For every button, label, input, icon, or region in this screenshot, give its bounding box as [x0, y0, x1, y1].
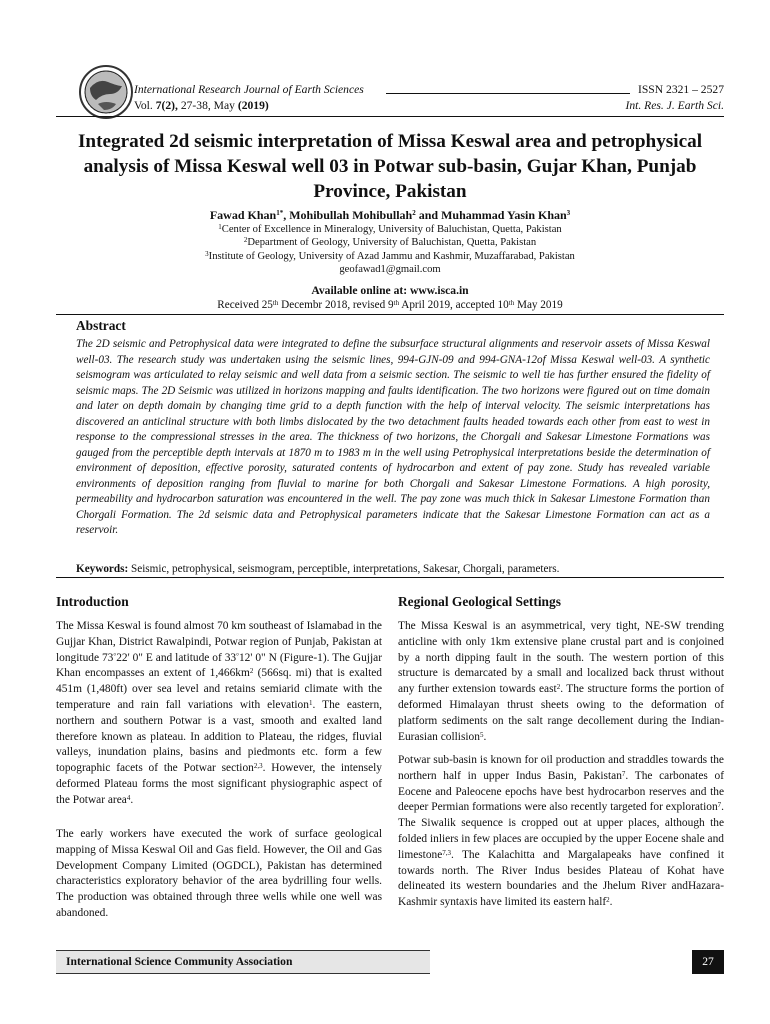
abstract-text: The 2D seismic and Petrophysical data were integrated to define the subsurface structural alignments and reservoir assets of Missa Keswal well-03. The research study was undertaken using the seismic lines, 994-GJN-09 and 994-GNA-12of Missa Keswal well-03. A synthetic seismogram was articulated to relay seismic and well data from a seismic section. The seismic to well tie has further ensured the fidelity of seismic maps. The 2D Seismic was utilized in horizons mapping and faults identification. The two horizons were figured out on time domain and later on depth domain by changing time grid to a depth function with the help of interval velocity. The seismic interpretations has discovered an anticlinal structure with both limbs dislocated by the two detachment faults headed towards each other from east to west in response to the compressional stresses in the area. The thickness of two horizons, the Chorgali and Sakesar Limestone Formations was gauged from the perceptible depth intervals at 1870 m to 1983 m in the well using Petrophysical interpretations beside the determination of environment of deposition, effective porosity, saturated contents of hydrocarbon and extent of pay zone. Study has revealed variable environments of deposition ranging from fluvial to marine for both Chorgali and Sakesar Limestone Formations. A high porosity, permeability and hydrocarbon saturation was encountered in the well. The pay zone was much thick in Sakesar Limestone Formation than Chorgali Formation. The 2d seismic data and Petrophysical parameters indicate that the Sakesar Limestone Formation can act as a reservoir. [76, 338, 710, 536]
abstract-heading: Abstract [76, 318, 126, 333]
keywords: Keywords: Seismic, petrophysical, seismogram, perceptible, interpretations, Sakesar, Chorgali, parameters. [76, 563, 560, 575]
regional-heading: Regional Geological Settings [398, 594, 561, 609]
header-divider [56, 116, 724, 117]
journal-header [134, 82, 364, 114]
intro-paragraph-2: The early workers have executed the work of surface geological mapping of Missa Keswal Oil and Gas field. However, the Oil and Gas Development Company Limited (OGDCL), Pakistan has determined characteristics exploratory behavior of the area bydrilling four wells. The production was obtained through three wells while one well was abandoned. [56, 828, 382, 919]
paper-title: Integrated 2d seismic interpretation of Missa Keswal area and petrophysical analysis of Missa Keswal well 03 in Potwar sub-basin, Gujar Khan, Punjab Province, Pakistan [77, 131, 703, 202]
available-online[interactable]: Available online at: www.isca.in [311, 284, 469, 297]
issn-block [625, 82, 724, 114]
header-rule [386, 93, 630, 94]
author-email[interactable]: geofawad1@gmail.com [339, 264, 441, 276]
issn: ISSN 2321 – 2527 [638, 83, 724, 96]
footer-organization: International Science Community Association [66, 955, 293, 968]
received-dates: Received 25th Decembr 2018, revised 9th April 2019, accepted 10th May 2019 [217, 299, 563, 311]
journal-abbrev: Int. Res. J. Earth Sci. [625, 99, 724, 112]
intro-paragraph-1: The Missa Keswal is found almost 70 km southeast of Islamabad in the Gujjar Khan, District Rawalpindi, Potwar region of Punjab, Pakistan at longitude 73°22' 0" E and latitude of 33°12' 0" N (Figure-1). The Gujjar Khan encompasses an extent of $1,466km^2$ (566sq. mi) that is exalted 451m (1,480ft) over sea level and retains semiarid climate with the temperature and rain fall variations with elevation$^1$. The eastern, northern and southern Potwar is a vast, smooth and exalted land therefore known as plateau. In addition to Plateau, the ridges, fluvial valleys, inundation plains, basins and piedmonts etc. form a few topographic facets of the Potwar section$^{2,3}$. However, the intensely deformed Plateau forms the most significant physiographic aspect of the Potwar area$^4$. [56, 620, 383, 806]
page-number: 27 [692, 950, 724, 974]
affiliation-1: $^1$Center of Excellence in Mineralogy, University of Baluchistan, Quetta, Pakistan [218, 223, 562, 235]
journal-logo-icon [78, 64, 134, 120]
affiliation-3: $^3$Institute of Geology, University of Azad Jammu and Kashmir, Muzaffarabad, Pakistan [205, 249, 575, 262]
affiliation-2: $^2$Department of Geology, University of Baluchistan, Quetta, Pakistan [243, 236, 537, 249]
journal-name: International Research Journal of Earth Sciences [134, 83, 364, 96]
intro-heading: Introduction [56, 594, 129, 609]
author-list: Fawad Khan$^{1*}$, Mohibullah Mohibullah$^2$ and Muhammad Yasin Khan$^3$ [209, 208, 571, 222]
regional-paragraph-2: Potwar sub-basin is known for oil production and straddles towards the northern half in upper Indus Basin, Pakistan$^7$. The carbonates of Eocene and Paleocene epochs have best hydrocarbon reserves and the deeper Permian formations were also recently targeted for exploration$^7$. The Siwalik sequence is cropped out at upper places, although the folded inliers in few places are occupied by the upper Eocene shale and limestone$^{7,3}$. The Kalachitta and Margalapeaks have confined it towards north. The River Indus besides Plateau of Kohat have delineated its western boundaries and the Jhelum River andHazara-Kashmir syntaxis have limited its eastern half$^2$. [398, 754, 724, 909]
affiliations [56, 223, 724, 277]
volume-info: Vol. 7(2), 27-38, May (2019) [134, 99, 269, 112]
regional-paragraph-1: The Missa Keswal is an asymmetrical, very tight, NE-SW trending anticline with only 1km extensive plane crustal part and is conjoined by a north dipping fault in the south. The western portion of this structure is demarcated by a small and localized back thrust without any further extension towards east$^2$. The structure forms the portion of deformed Himalayan thrust sheets owing to the deformation of platform sediments on the salt range decollement during the Indian-Eurasian collision$^5$. [398, 620, 724, 743]
